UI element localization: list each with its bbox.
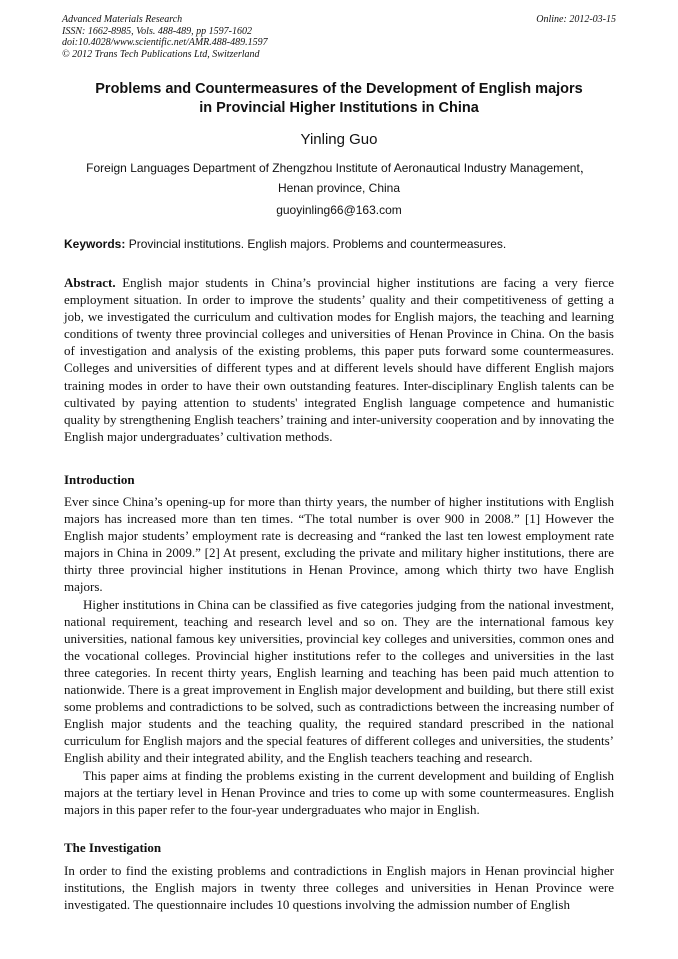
keywords-label: Keywords:	[64, 237, 126, 251]
title-line-1: Problems and Countermeasures of the Development of English majors	[95, 81, 583, 97]
title-line-2: in Provincial Higher Institutions in China	[199, 100, 479, 116]
affiliation-line-1: Foreign Languages Department of Zhengzhou Institute of Aeronautical Industry Management，	[86, 161, 592, 175]
issn-line: ISSN: 1662-8985, Vols. 488-489, pp 1597-1602	[62, 25, 252, 37]
introduction-heading: Introduction	[64, 472, 135, 487]
investigation-body	[64, 862, 614, 913]
author-email: guoyinling66@163.com	[276, 203, 402, 217]
intro-paragraph-2: Higher institutions in China can be classified as five categories judging from the national investment, national requirement, teaching and research level and so on. They are the international famous key universities, national famous key universities, provincial key colleges and universities, common ones and the vocational colleges. Provincial higher institutions refer to the colleges and universities in the last three categories. In recent thirty years, English learning and teaching has been paid much attention to nationwide. There is a great improvement in English major development and building, but there still exist some problems and contradictions to be solved, such as contradictions between the increasing number of English major students and the teaching quality, the required standard prescribed in the national curriculum for English majors and the special features of different colleges and universities, the students’ English ability and their integrated ability, and the English teachers teaching and research.	[64, 596, 614, 766]
journal-name: Advanced Materials Research	[62, 14, 183, 25]
investigation-heading: The Investigation	[64, 840, 162, 855]
introduction-body	[64, 493, 614, 818]
abstract-label: Abstract.	[64, 275, 116, 290]
abstract	[64, 274, 614, 445]
investigation-paragraph-1: In order to find the existing problems and contradictions in English majors in Henan provincial higher institutions, the English majors in twenty three colleges and universities in Henan Province were investigated. The questionnaire includes 10 questions involving the admission number of English	[64, 863, 614, 913]
journal-header	[62, 14, 616, 60]
keywords-text: Provincial institutions. English majors. Problems and countermeasures.	[128, 237, 507, 251]
keywords	[64, 237, 618, 251]
doi-line: doi:10.4028/www.scientific.net/AMR.488-489.1597	[62, 37, 268, 48]
copyright-line: © 2012 Trans Tech Publications Ltd, Switzerland	[62, 48, 260, 60]
author-name: Yinling Guo	[300, 131, 378, 148]
intro-paragraph-1: Ever since China’s opening-up for more than thirty years, the number of higher institutions with English majors has increased more than ten times. “The total number is over 900 in 2008.” [1] However the English major students’ employment rate is decreasing and “ranked the last ten lowest employment rate majors in China in 2009.” [2] At present, excluding the private and military higher institutions, there are thirty three provincial higher institutions in Henan Province, among which thirty two have English majors.	[64, 494, 614, 595]
affiliation-line-2: Henan province, China	[277, 181, 401, 195]
abstract-text: English major students in China’s provincial higher institutions are facing a very fierce employment situation. In order to improve the students’ quality and their competitiveness of getting a job, we investigated the curriculum and cultivation modes for English majors, the teaching and learning conditions of twenty three provincial colleges and universities of Henan Province in China. On the basis of investigation and analysis of the existing problems, this paper puts forward some countermeasures. Colleges and universities of different types and at different levels should have different English majors training modes in order to have their own outstanding features. Inter-disciplinary English talents can be cultivated by paying attention to students' integrated English language competence and humanistic quality by strengthening English teachers’ training and inter-university cooperation and by innovating the English major undergraduates’ cultivation methods.	[64, 275, 615, 444]
intro-paragraph-3: This paper aims at finding the problems existing in the current development and building of English majors at the tertiary level in Henan Province and tries to come up with some countermeasures. English majors in this paper refer to the four-year undergraduates who major in English.	[64, 767, 614, 817]
online-date: Online: 2012-03-15	[536, 14, 616, 25]
paper-title	[40, 80, 638, 118]
